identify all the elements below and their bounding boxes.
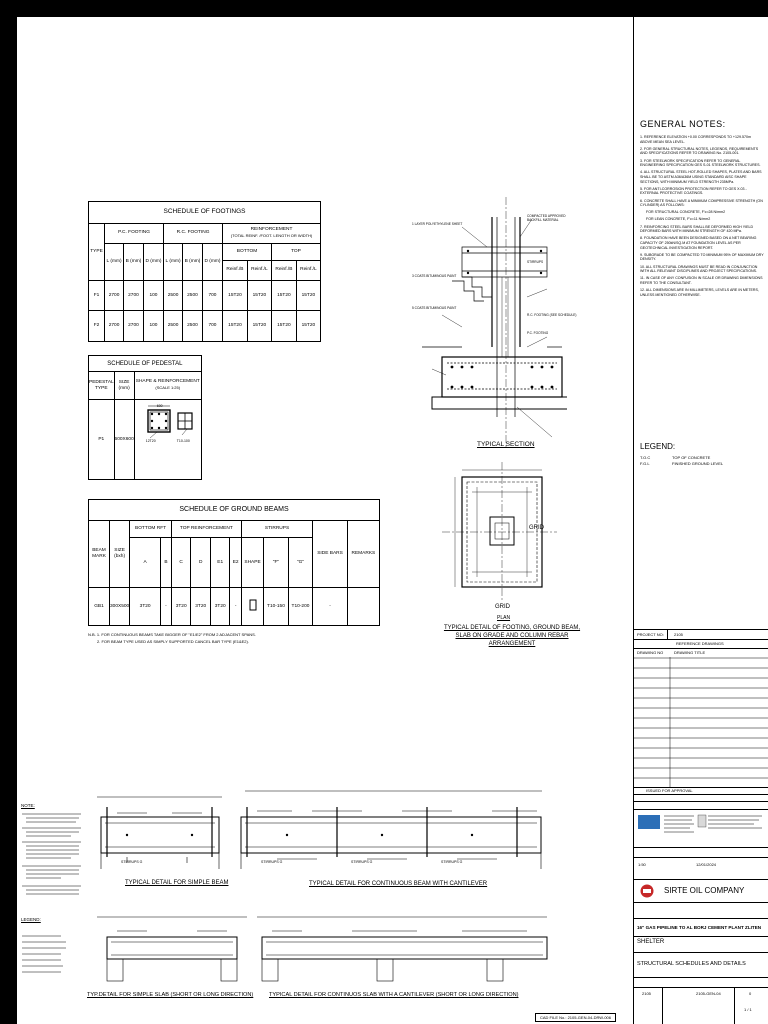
beams-size-header: SIZE (bxh) xyxy=(110,521,130,588)
plan-grid-bottom-label: GRID xyxy=(495,604,510,610)
cad-file-no: CAD FILE No.: 2105-GEN-04-DRW-006 xyxy=(535,1013,616,1022)
detail-caption-continuous-slab: TYPICAL DETAIL FOR CONTINUOS SLAB WITH A CANTILEVER (SHORT OR LONG DIRECTION) xyxy=(269,992,519,998)
footing-cell: 15T20 xyxy=(271,311,296,342)
sheet-no: 1 / 1 xyxy=(744,1007,752,1012)
drawing-no-header: DRAWING NO xyxy=(637,650,664,655)
beam-cell: T10-150 xyxy=(264,588,289,626)
project-no: 2105 xyxy=(674,632,683,637)
footings-title: SCHEDULE OF FOOTINGS xyxy=(89,202,321,224)
pedestal-shape-header: SHAPE & REINFORCEMENT (SCALE 1:25) xyxy=(134,372,201,400)
footings-rc-header: R.C. FOOTING xyxy=(164,223,223,243)
list-item: FOR STRUCTURAL CONCRETE, F'c=28 N/mm2 xyxy=(646,210,726,215)
footings-reinf-col: Reinf./B xyxy=(271,260,296,280)
company-logo-icon xyxy=(640,883,654,899)
beams-sub-header: C xyxy=(171,538,191,588)
footings-reinf-col: Reinf./L xyxy=(296,260,320,280)
beams-sub-header: "G" xyxy=(288,538,313,588)
section-main-caption: TYPICAL DETAIL OF FOOTING, GROUND BEAM, SLAB ON GRADE AND COLUMN REBAR ARRANGEMENT xyxy=(443,625,581,647)
legend-row: F.G.L FINISHED GROUND LEVEL xyxy=(640,461,724,466)
general-legend xyxy=(640,455,723,467)
footing-plan-drawing xyxy=(442,462,557,602)
details-note-title: NOTE: xyxy=(21,803,35,808)
footings-top-header: TOP xyxy=(271,243,320,260)
footing-cell: 2500 xyxy=(164,280,183,311)
footing-cell: 2700 xyxy=(124,280,144,311)
footings-reinf-col: Reinf./B xyxy=(223,260,248,280)
details-notes-text xyxy=(21,811,96,991)
footings-type-header: TYPE xyxy=(89,223,105,280)
footing-cell: 15T20 xyxy=(271,280,296,311)
pedestal-type-cell: P1 xyxy=(89,400,115,480)
beams-remarks-header: REMARKS xyxy=(347,521,379,588)
section-ann-left xyxy=(412,223,464,310)
beam-cell xyxy=(347,588,379,626)
beam-cell: 3T20 xyxy=(210,588,230,626)
list-item: 10. ALL STRUCTURAL DRAWINGS MUST BE READ IN CONJUNCTION WITH ALL RELEVANT DISCIPLINES AND PROJECT SPECIFICATIONS. xyxy=(640,264,758,274)
list-item: 7. REINFORCING STEEL BARS SHALL BE DEFORMED HIGH YIELD DEFORMED BARS WITH MINIMUM STRENGTH OF 420 MPa. xyxy=(640,224,754,234)
footings-dim-4: L (mm) xyxy=(164,243,183,280)
list-item: 8. FOUNDATION HAVE BEEN DESIGNED BASED ON A NET BEARING CAPACITY OF 250kN/SQ.M AT FOUNDATION LEVEL AS PER GEOTECHNICAL INVESTIGATION REPORT. xyxy=(640,236,757,250)
detail-caption-simple-beam: TYPICAL DETAIL FOR SIMPLE BEAM xyxy=(125,880,229,886)
footing-cell: 700 xyxy=(202,280,222,311)
pedestal-type-header: PEDESTAL TYPE xyxy=(89,372,115,400)
footings-dim-3: D (mm) xyxy=(143,243,163,280)
beams-bottom-header: BOTTOM RFT xyxy=(130,521,172,538)
footing-cell: F2 xyxy=(89,311,105,342)
footing-cell: 100 xyxy=(143,280,163,311)
pedestal-section-sketch xyxy=(135,400,201,476)
beam-cell: 3T20 xyxy=(191,588,211,626)
general-legend-title: LEGEND: xyxy=(640,442,676,451)
revision-no: 0 xyxy=(749,991,752,996)
beams-top-header: TOP REINFORCEMENT xyxy=(171,521,241,538)
stirrup-shape-cell xyxy=(241,588,263,626)
pedestal-size-cell: 600X600 xyxy=(114,400,134,480)
footing-cell: 15T20 xyxy=(247,311,271,342)
footing-cell: 2700 xyxy=(124,311,144,342)
footing-cell: F1 xyxy=(89,280,105,311)
beams-sub-header: SHAPE xyxy=(241,538,263,588)
footing-cell: 15T20 xyxy=(296,311,320,342)
beams-nb-1: N.B. 1. FOR CONTINUOUS BEAMS TAKE BIGGER OF "E1/E2" FROM 2 ADJACENT SPANS. xyxy=(88,632,256,637)
footing-cell: 15T20 xyxy=(296,280,320,311)
footing-cell: 15T20 xyxy=(223,311,248,342)
section-annotation: 1 LAYER POLYETHYLENE SHEET xyxy=(412,222,463,226)
project-no-label: PROJECT NO: xyxy=(637,632,664,637)
footings-pc-header: P.C. FOOTING xyxy=(105,223,164,243)
beam-cell: T10-200 xyxy=(288,588,313,626)
plan-caption: PLAN xyxy=(497,615,511,621)
stirrups-label-1: STIRRUPS G xyxy=(121,860,143,864)
beam-slab-details-drawing xyxy=(87,777,627,1017)
pedestal-size-header: SIZE (mm) xyxy=(114,372,134,400)
section-annotation: COMPACTED APPROVED BACKFILL MATERIAL xyxy=(527,214,566,222)
list-item: 3. FOR STEELWORK SPECIFICATION REFER TO GENERAL ENGINEERING SPECIFICATION GES S-01 STEELWORK STRUCTURES. xyxy=(640,158,761,168)
footing-cell: 100 xyxy=(143,311,163,342)
stirrups-label-3: STIRRUPS G xyxy=(351,860,373,864)
location-name: SHELTER xyxy=(637,939,665,945)
consultant-logo-icon xyxy=(638,815,660,829)
table-row xyxy=(89,588,380,626)
pedestal-bar-label: 12T20 xyxy=(145,439,156,443)
beam-cell: 3T20 xyxy=(130,588,161,626)
drawing-title-header: DRAWING TITLE xyxy=(674,650,706,655)
beam-cell: - xyxy=(313,588,348,626)
project-title: 16" GAS PIPELINE TO AL BORJ CEMENT PLANT ZLITEN xyxy=(637,925,762,930)
beam-cell: - xyxy=(230,588,241,626)
beams-sub-header: E1 xyxy=(210,538,230,588)
plan-grid-right-label: GRID xyxy=(529,525,544,531)
footings-dim-6: D (mm) xyxy=(202,243,222,280)
date-value: 12/01/2024 xyxy=(696,862,717,867)
beams-sub-header: "F" xyxy=(264,538,289,588)
stirrups-label-4: STIRRUPS G xyxy=(441,860,463,864)
beams-sub-header: E2 xyxy=(230,538,241,588)
section-annotation: R.C. FOOTING (SEE SCHEDULE) xyxy=(527,313,577,318)
footing-cell: 2500 xyxy=(183,280,203,311)
drawing-sheet xyxy=(17,17,768,1024)
list-item: FOR LEAN CONCRETE, F'c=11 N/mm2 xyxy=(646,217,711,222)
detail-caption-continuous-beam: TYPICAL DETAIL FOR CONTINUOUS BEAM WITH CANTILEVER xyxy=(309,881,488,887)
legend-row: T.O.C TOP OF CONCRETE xyxy=(640,455,711,460)
beams-mark-header: BEAM MARK xyxy=(89,521,110,588)
section-annotation: STIRRUPS xyxy=(527,259,544,264)
beams-stirrups-header: STIRRUPS xyxy=(241,521,312,538)
footings-reinf-col: Reinf./L xyxy=(247,260,271,280)
beams-side-header: SIDE BARS xyxy=(313,521,348,588)
footing-cell: 15T20 xyxy=(223,280,248,311)
list-item: 6. CONCRETE SHALL HAVE A MINIMUM COMPRESSIVE STRENGTH (ON CYLINDER) AS FOLLOWS: xyxy=(640,198,763,208)
footings-schedule-table xyxy=(88,201,321,342)
list-item: 2. FOR GENERAL STRUCTURAL NOTES, LEGENDS, REQUIREMENTS AND SPECIFICATIONS REFER TO DRAWING No. 2105-001. xyxy=(640,146,759,156)
footing-cell: 2700 xyxy=(105,311,124,342)
footings-reinf-header: REINFORCEMENT (TOTAL REINF. /FOOT. LENGTH OR WIDTH) xyxy=(223,223,321,243)
title-block xyxy=(633,17,768,1024)
list-item: 4. ALL STRUCTURAL STEEL HOT-ROLLED SHAPES, PLATES AND BARS SHALL BE TO ASTM A36/A36M USING STANDARD AISC SHAPE SECTIONS, WITH MINIMUM YIELD STRENGTH 235MPa. xyxy=(640,170,762,184)
pedestal-dim-top: 600 xyxy=(156,404,163,408)
general-notes-title: GENERAL NOTES: xyxy=(640,119,726,129)
beam-cell: - xyxy=(161,588,172,626)
footings-bottom-header: BOTTOM xyxy=(223,243,272,260)
footing-cell: 700 xyxy=(202,311,222,342)
details-legend-title: LEGEND: xyxy=(21,917,41,922)
detail-caption-simple-slab: TYP.DETAIL FOR SIMPLE SLAB (SHORT OR LONG DIRECTION) xyxy=(87,992,254,998)
footing-cell: 2500 xyxy=(164,311,183,342)
footing-cell: 2500 xyxy=(183,311,203,342)
stirrup-shape-icon xyxy=(249,599,257,611)
beams-sub-header: D xyxy=(191,538,211,588)
stirrups-label-2: STIRRUPS G xyxy=(261,860,283,864)
reference-drawings-title: REFERENCE DRAWINGS xyxy=(676,641,724,646)
list-item: 5. FOR ANTI-CORROSION PROTECTION REFER TO GES X.03 - EXTERNAL PROTECTIVE COATINGS. xyxy=(640,186,747,196)
general-notes-list xyxy=(640,135,764,300)
beams-sub-header: B xyxy=(161,538,172,588)
table-row xyxy=(89,311,321,342)
beams-title: SCHEDULE OF GROUND BEAMS xyxy=(89,500,380,521)
list-item: 9. SUBGRADE TO BE COMPACTED TO MINIMUM 95% OF MAXIMUM DRY DENSITY. xyxy=(640,252,764,262)
list-item: 1. REFERENCE ELEVATION +0.00 CORRESPONDS TO +129.570m ABOVE MEAN SEA LEVEL. xyxy=(640,135,751,144)
consultant-details-text xyxy=(664,813,764,843)
project-no-bottom: 2105 xyxy=(642,991,651,996)
footings-dim-5: B (mm) xyxy=(183,243,203,280)
footing-cell: 2700 xyxy=(105,280,124,311)
beams-nb-2: 2. FOR BEAM TYPE USED AS SIMPLY SUPPORTED CANCEL BAR TYPE (E1&E2). xyxy=(97,639,249,644)
table-row xyxy=(89,280,321,311)
footing-cell: 15T20 xyxy=(247,280,271,311)
pedestal-tie-label: T10-100 xyxy=(176,439,190,443)
scale-value: 1:50 xyxy=(638,862,646,867)
section-annotation: 5 COATS BITUMINOUS PAINT xyxy=(412,305,457,310)
list-item: 12. ALL DIMENSIONS ARE IN MILLIMETERS, LEVELS ARE IN METERS, UNLESS MENTIONED OTHERWISE. xyxy=(640,288,759,297)
pedestal-title: SCHEDULE OF PEDESTAL xyxy=(89,356,202,372)
footings-dim-2: B (mm) xyxy=(124,243,144,280)
dwg-ref: 2105-GEN-04 xyxy=(696,991,721,996)
revision-description: ISSUED FOR APPROVAL xyxy=(646,788,693,793)
section-ann-right xyxy=(527,215,577,336)
beam-cell: 300X500 xyxy=(110,588,130,626)
pedestal-schedule-table xyxy=(88,355,202,480)
beams-sub-header: A xyxy=(130,538,161,588)
section-annotation: P.C. FOOTING xyxy=(527,331,549,336)
footings-dim-1: L (mm) xyxy=(105,243,124,280)
reference-grid xyxy=(634,657,768,787)
ground-beams-schedule-table xyxy=(88,499,380,626)
beam-cell: GB1 xyxy=(89,588,110,626)
section-caption: TYPICAL SECTION xyxy=(477,441,535,448)
beam-cell: 3T20 xyxy=(171,588,191,626)
list-item: 11. IN CASE OF ANY CONFUSION IN SCALE OR DRAWING DIMENSIONS REFER TO THE CONSULTANT. xyxy=(640,276,763,285)
client-name: SIRTE OIL COMPANY xyxy=(664,886,745,895)
section-annotation: 3 COATS BITUMINOUS PAINT xyxy=(412,273,457,278)
pedestal-shape-cell xyxy=(134,400,201,480)
sheet-title: STRUCTURAL SCHEDULES AND DETAILS xyxy=(637,961,746,967)
